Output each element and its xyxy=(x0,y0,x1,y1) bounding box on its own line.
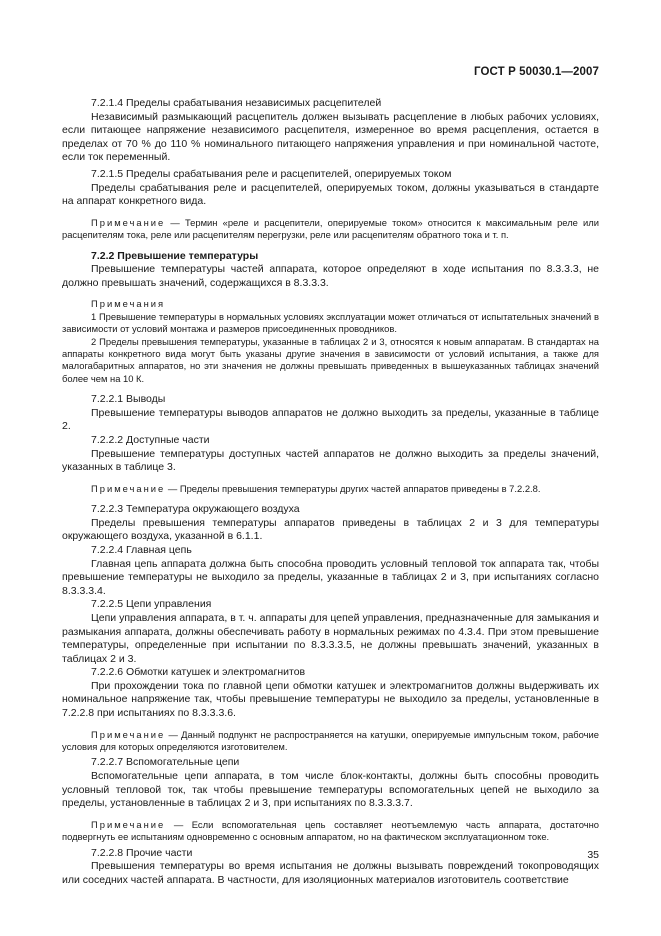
note-label: Примечание xyxy=(91,482,166,494)
document-code: ГОСТ Р 50030.1—2007 xyxy=(474,66,599,78)
note-label: Примечание xyxy=(91,216,166,228)
note-item-2: 2 Пределы превышения температуры, указанные в таблицах 2 и 3, относятся к новым аппаратам. В стандартах на аппараты конкретного вида могут быть указаны другие значения в зависимости от условий испытания, а также для малогабаритных аппаратов, но эти значения не должны превышать приведенных в вышеуказанных таблицах значений более чем на 10 К. xyxy=(62,335,599,384)
note xyxy=(62,217,599,242)
section-heading-7-2-2: 7.2.2 Превышение температуры xyxy=(91,249,259,262)
paragraph: Главная цепь аппарата должна быть способна проводить условный тепловой ток аппарата так, чтобы превышение температуры не выходило за пределы, указанные в таблицах 2 и 3, при испытаниях согласно 8.3.3.3.4. xyxy=(62,557,599,597)
paragraph: Независимый размыкающий расцепитель должен вызывать расцепление в любых рабочих условиях, если питающее напряжение независимого расцепителя, измеренное во время расцепления, остается в пределах от 70 % до 110 % номинального питающего напряжения управления и при номинальной частоте, если ток переменный. xyxy=(62,110,599,164)
paragraph: Превышение температуры частей аппарата, которое определяют в ходе испытания по 8.3.3.3, не должно превышать значений, содержащихся в 8.3.3.3. xyxy=(62,263,599,289)
page-content xyxy=(62,97,599,887)
paragraph: Пределы превышения температуры аппаратов приведены в таблицах 2 и 3 для температуры окружающего воздуха, указанной в 6.1.1. xyxy=(62,516,599,543)
note-text: — Термин «реле и расцепители, оперируемые током» относится к максимальным реле или расцепителям тока, реле или расцепителям перегрузки, реле или расцепителям обратного тока и т. п. xyxy=(62,216,599,241)
note xyxy=(62,483,599,495)
note xyxy=(62,729,599,754)
section-heading-7-2-2-3: 7.2.2.3 Температура окружающего воздуха xyxy=(91,503,300,516)
note-text: — Пределы превышения температуры других частей аппаратов приведены в 7.2.2.8. xyxy=(165,482,541,494)
section-heading-7-2-2-1: 7.2.2.1 Выводы xyxy=(91,393,166,406)
paragraph: Превышения температуры во время испытания не должны вызывать повреждений токопроводящих или соседних частей аппарата. В частности, для изоляционных материалов изготовитель соответствие xyxy=(62,860,599,886)
note xyxy=(62,819,599,844)
paragraph: Превышение температуры доступных частей аппаратов не должно выходить за пределы значений, указанных в таблице 3. xyxy=(62,447,599,474)
note-label: Примечание xyxy=(91,818,166,830)
section-heading-7-2-2-7: 7.2.2.7 Вспомогательные цепи xyxy=(91,756,240,769)
section-heading-7-2-2-2: 7.2.2.2 Доступные части xyxy=(91,433,210,446)
note-text: — Если вспомогательная цепь составляет неотъемлемую часть аппарата, достаточно подвергнуть ее испытаниям одновременно с основным аппаратом, но на фактическом эксплуатационном токе. xyxy=(62,818,599,843)
section-heading-7-2-2-8: 7.2.2.8 Прочие части xyxy=(91,846,193,859)
section-heading-7-2-1-5: 7.2.1.5 Пределы срабатывания реле и расцепителей, оперируемых током xyxy=(91,167,452,180)
note-item-1: 1 Превышение температуры в нормальных условиях эксплуатации может отличаться от испытательных значений в зависимости от условий монтажа и размеров присоединенных проводников. xyxy=(62,310,599,335)
note-text: — Данный подпункт не распространяется на катушки, оперируемые импульсным током, рабочие условия для которых определяются изготовителем. xyxy=(62,728,599,753)
section-heading-7-2-2-5: 7.2.2.5 Цепи управления xyxy=(91,598,212,611)
section-heading-7-2-2-4: 7.2.2.4 Главная цепь xyxy=(91,543,192,556)
paragraph: При прохождении тока по главной цепи обмотки катушек и электромагнитов должны выдерживать их номинальное напряжение так, чтобы превышение температуры не выходило за пределы, установленные в 7.2.2.8 при испытаниях по 8.3.3.3.6. xyxy=(62,679,599,720)
paragraph: Превышение температуры выводов аппаратов не должно выходить за пределы, указанные в таблице 2. xyxy=(62,406,599,433)
page-number: 35 xyxy=(587,849,599,861)
section-heading-7-2-2-6: 7.2.2.6 Обмотки катушек и электромагнитов xyxy=(91,666,306,679)
notes-label: Примечания xyxy=(91,298,166,310)
paragraph: Вспомогательные цепи аппарата, в том числе блок-контакты, должны быть способны проводить условный тепловой ток, так чтобы превышение температуры вспомогательных цепей не выходило за пределы, установленные в таблицах 2 и 3, при испытаниях по 8.3.3.3.7. xyxy=(62,770,599,810)
note-label: Примечание xyxy=(91,728,166,740)
paragraph: Пределы срабатывания реле и расцепителей, оперируемых током, должны указываться в стандарте на аппарат конкретного вида. xyxy=(62,181,599,208)
paragraph: Цепи управления аппарата, в т. ч. аппараты для цепей управления, предназначенные для замыкания и размыкания аппарата, должны обеспечивать работу в нормальных режимах по 4.3.4. При этом превышение температуры, определенные при испытании по 8.3.3.3.5, не должны превышать значений, указанных в таблицах 2 и 3. xyxy=(62,611,599,665)
section-heading-7-2-1-4: 7.2.1.4 Пределы срабатывания независимых расцепителей xyxy=(91,97,382,109)
